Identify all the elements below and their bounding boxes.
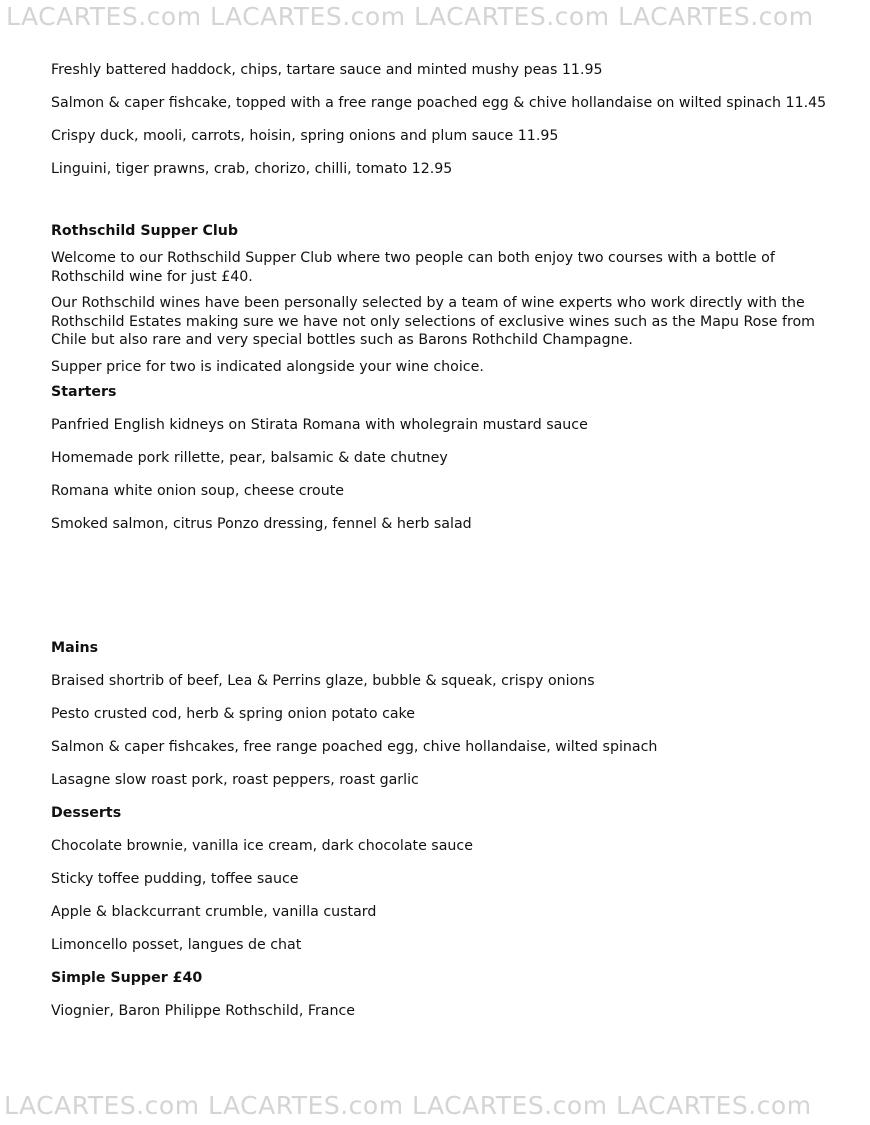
section-heading-supper-club: Rothschild Supper Club — [51, 223, 239, 239]
starter-item: Homemade pork rillette, pear, balsamic & date chutney — [51, 450, 448, 466]
menu-item: Salmon & caper fishcake, topped with a free range poached egg & chive hollandaise on wilted spinach 11.45 — [51, 95, 827, 111]
main-item: Lasagne slow roast pork, roast peppers, roast garlic — [51, 772, 419, 788]
menu-item: Freshly battered haddock, chips, tartare sauce and minted mushy peas 11.95 — [51, 62, 603, 78]
section-heading-starters: Starters — [51, 384, 117, 400]
main-item: Braised shortrib of beef, Lea & Perrins glaze, bubble & squeak, crispy onions — [51, 673, 595, 689]
section-heading-desserts: Desserts — [51, 805, 122, 821]
dessert-item: Limoncello posset, langues de chat — [51, 937, 302, 953]
section-heading-simple-supper: Simple Supper £40 — [51, 970, 203, 986]
menu-item: Linguini, tiger prawns, crab, chorizo, chilli, tomato 12.95 — [51, 161, 453, 177]
wine-item: Viognier, Baron Philippe Rothschild, France — [51, 1003, 356, 1019]
dessert-item: Sticky toffee pudding, toffee sauce — [51, 871, 299, 887]
watermark-bottom: LACARTES.com LACARTES.com LACARTES.com LACARTES.com — [4, 1091, 812, 1120]
section-heading-mains: Mains — [51, 640, 99, 656]
menu-content — [51, 60, 841, 1021]
watermark-top: LACARTES.com LACARTES.com LACARTES.com LACARTES.com — [6, 2, 814, 31]
supper-club-intro: Welcome to our Rothschild Supper Club where two people can both enjoy two courses with a bottle of Rothschild wine for just £40. — [51, 250, 775, 285]
supper-club-price-note: Supper price for two is indicated alongside your wine choice. — [51, 358, 484, 375]
menu-item: Crispy duck, mooli, carrots, hoisin, spring onions and plum sauce 11.95 — [51, 128, 559, 144]
main-item: Salmon & caper fishcakes, free range poached egg, chive hollandaise, wilted spinach — [51, 739, 658, 755]
dessert-item: Chocolate brownie, vanilla ice cream, dark chocolate sauce — [51, 838, 473, 854]
starter-item: Smoked salmon, citrus Ponzo dressing, fennel & herb salad — [51, 516, 472, 532]
starter-item: Romana white onion soup, cheese croute — [51, 483, 344, 499]
dessert-item: Apple & blackcurrant crumble, vanilla custard — [51, 904, 377, 920]
main-item: Pesto crusted cod, herb & spring onion potato cake — [51, 706, 415, 722]
starter-item: Panfried English kidneys on Stirata Romana with wholegrain mustard sauce — [51, 417, 588, 433]
supper-club-wines: Our Rothschild wines have been personally selected by a team of wine experts who work directly with the Rothschild Estates making sure we have not only selections of exclusive wines such as the Mapu Rose from Chile but also rare and very special bottles such as Barons Rothchild Champagne. — [51, 295, 816, 348]
